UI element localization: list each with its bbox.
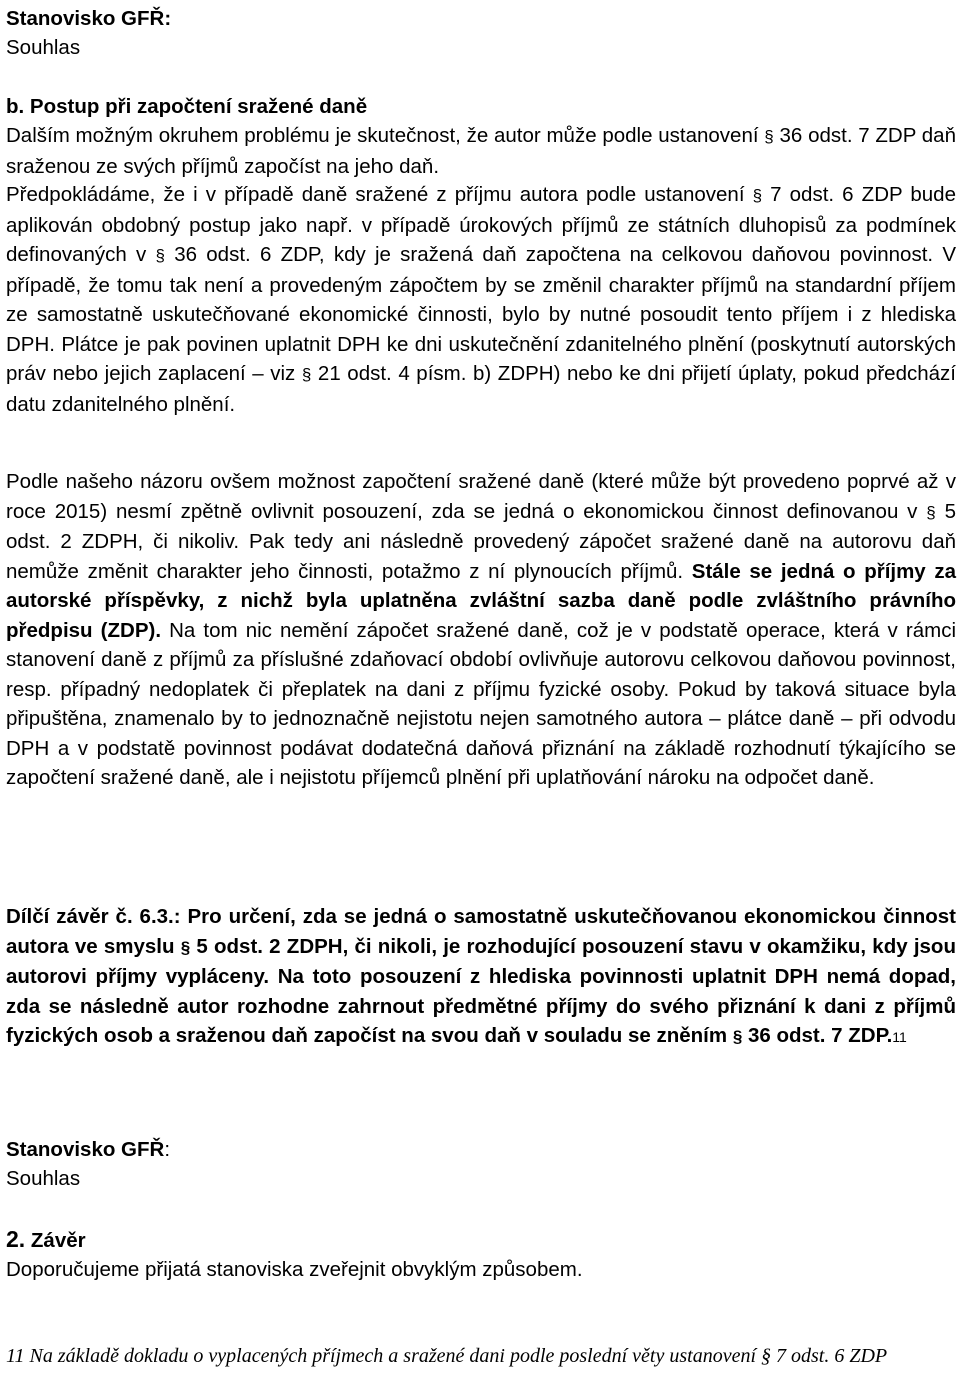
position-label-top: Stanovisko GFŘ: — [6, 7, 172, 30]
section-sign: § — [732, 1027, 743, 1046]
section-sign: § — [155, 246, 165, 265]
section-sign: § — [180, 937, 191, 957]
paragraph-1: Dalším možným okruhem problému je skutečnost, že autor může podle ustanovení § 36 odst. 7 ZDP daň sraženou ze svých příjmů započíst na jeho daň. — [6, 124, 956, 178]
highlighted-statement: Stále se jedná o příjmy za autorské příspěvky, z nichž byla uplatněna zvláštní sazba daně podle zvláštního právního předpisu (ZDP). — [6, 559, 957, 642]
paragraph-3: Podle našeho názoru ovšem možnost započtení sražené daně (které může být provedeno poprvé až v roce 2015) nesmí zpětně ovlivnit posouzení, zda se jedná o ekonomickou činnost definovanou v § 5 odst. 2 ZDPH, či nikoliv. Pak tedy ani následně provedený zápočet sražené daně na autorovu daň nemůže změnit charakter jeho činnosti, potažmo z ní plynoucích příjmů. Stále se jedná o příjmy za autorské příspěvky, z nichž byla uplatněna zvláštní sazba daně podle zvláštního právního předpisu (ZDP). Na tom nic nemění zápočet sražené daně, což je v podstatě operace, která v rámci stanovení daně z příjmů za příslušné zdaňovací období ovlivňuje autorovu celkovou daňovou povinnost, resp. případný nedoplatek či přeplatek na dani z příjmu fyzické osoby. Pokud by taková situace byla připuštěna, znamenalo by to jednoznačně nejistotu nejen samotného autora – plátce daně – při odvodu DPH a v podstatě povinnost podávat dodatečná daňová přiznání na základě rozhodnutí týkajícího se započtení sražené daně, ale i nejistotu příjemců plnění při uplatňování nároku na odpočet daně. — [6, 470, 957, 789]
section-sign: § — [301, 365, 312, 384]
footnote-reference: 11 — [892, 1029, 907, 1045]
position-value-top: Souhlas — [6, 36, 81, 59]
position-label-bottom: Stanovisko GFŘ: — [6, 1138, 171, 1161]
position-value-bottom: Souhlas — [6, 1167, 81, 1190]
footnote: 11 Na základě dokladu o vyplacených příjmech a sražené dani podle poslední věty ustanovení § 7 odst. 6 ZDP — [6, 1345, 888, 1367]
conclusion-text: Doporučujeme přijatá stanoviska zveřejnit obvyklým způsobem. — [6, 1258, 583, 1281]
section-b-heading: b. Postup při započtení sražené daně — [6, 95, 368, 118]
partial-conclusion: Dílčí závěr č. 6.3.: Pro určení, zda se jedná o samostatně uskutečňovanou ekonomickou činnost autora ve smyslu § 5 odst. 2 ZDPH, či nikoli, je rozhodující posouzení stavu v okamžiku, kdy jsou autorovi příjmy vypláceny. Na toto posouzení z hlediska povinnosti uplatnit DPH nemá dopad, zda se následně autor rozhodne zahrnout předmětné příjmy do svého přiznání k dani z příjmů fyzických osob a sraženou daň započíst na svou daň v souladu se zněním § 36 odst. 7 ZDP.11 — [6, 905, 956, 1047]
paragraph-2: Předpokládáme, že i v případě daně sražené z příjmu autora podle ustanovení § 7 odst. 6 ZDP bude aplikován obdobný postup jako např. v případě úrokových příjmů ze státních dluhopisů za podmínek definovaných v § 36 odst. 6 ZDP, kdy je sražená daň započtena na celkovou daňovou povinnost. V případě, že tomu tak není a provedeným zápočtem by se změnil charakter příjmů na standardní příjem ze samostatně uskutečňované ekonomické činnosti, bylo by nutné posoudit tento příjem i z hlediska DPH. Plátce je pak povinen uplatnit DPH ke dni uskutečnění zdanitelného plnění (poskytnutí autorských práv nebo jejich zaplacení – viz § 21 odst. 4 písm. b) ZDPH) nebo ke dni přijetí úplaty, pokud předchází datu zdanitelného plnění. — [6, 183, 957, 416]
section-sign: § — [752, 186, 763, 205]
conclusion-heading: 2. Závěr — [6, 1226, 86, 1252]
section-sign: § — [764, 127, 774, 146]
section-sign: § — [761, 1345, 771, 1367]
section-sign: § — [926, 502, 936, 522]
